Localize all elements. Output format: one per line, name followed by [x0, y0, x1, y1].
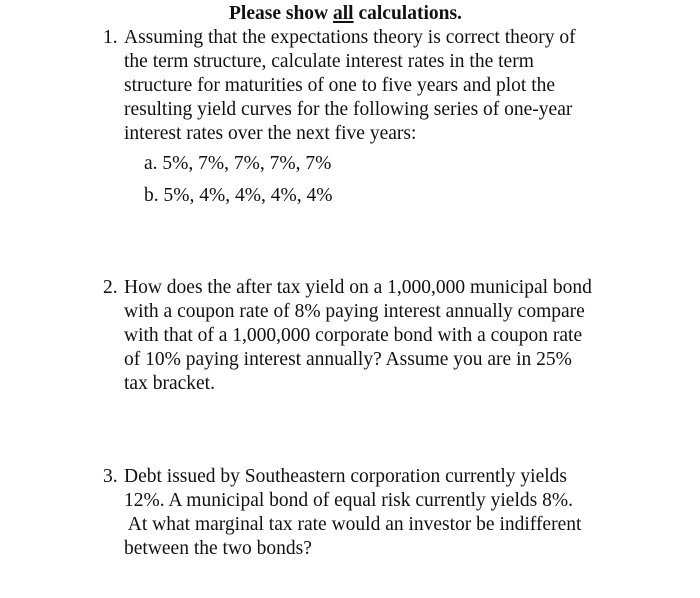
question-line: between the two bonds? — [124, 538, 312, 559]
question-line: interest rates over the next five years: — [124, 123, 417, 144]
question-line: How does the after tax yield on a 1,000,000 municipal bond — [124, 277, 592, 298]
question-line: of 10% paying interest annually? Assume you are in 25% — [124, 349, 572, 370]
question-line: Assuming that the expectations theory is correct theory of — [124, 27, 576, 48]
question-number: 1. — [103, 27, 118, 48]
sub-item-b: b. 5%, 4%, 4%, 4%, 4% — [144, 185, 333, 206]
question-line: At what marginal tax rate would an investor be indifferent — [124, 514, 582, 535]
question-number: 2. — [103, 277, 118, 298]
question-line: with that of a 1,000,000 corporate bond with a coupon rate — [124, 325, 583, 346]
question-number: 3. — [103, 466, 118, 487]
question-line: structure for maturities of one to five years and plot the — [124, 75, 556, 96]
page-heading — [229, 2, 462, 26]
question-line: Debt issued by Southeastern corporation currently yields — [124, 466, 567, 487]
question-line: resulting yield curves for the following series of one-year — [124, 99, 573, 120]
question-line: with a coupon rate of 8% paying interest annually compare — [124, 301, 585, 322]
question-line: 12%. A municipal bond of equal risk currently yields 8%. — [124, 490, 573, 511]
question-line: tax bracket. — [124, 373, 215, 394]
heading-text-end: calculations. — [353, 3, 462, 24]
question-line: the term structure, calculate interest rates in the term — [124, 51, 534, 72]
heading-text-start: Please show — [229, 3, 333, 24]
heading-underlined-word: all — [333, 3, 354, 24]
sub-item-a: a. 5%, 7%, 7%, 7%, 7% — [144, 153, 332, 174]
